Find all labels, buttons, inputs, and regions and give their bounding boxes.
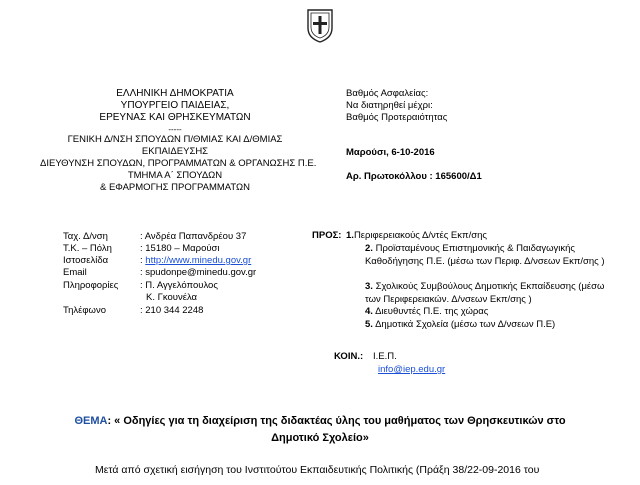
contact-website (140, 255, 251, 266)
body-paragraph: Μετά από σχετική εισήγηση του Ινστιτούτου Εκπαιδευτικής Πολιτικής (Πράξη 38/22-09-2016 του (95, 464, 540, 476)
recipient-text: Περιφερειακούς Δ/ντές Εκπ/σης (353, 230, 487, 241)
contact-label-postcode: Τ.Κ. – Πόλη (63, 243, 112, 254)
recipient-text: Δημοτικά Σχολεία (μέσω των Δ/νσεων Π.Ε) (375, 319, 556, 330)
header-ministry: ΥΠΟΥΡΓΕΙΟ ΠΑΙΔΕΙΑΣ, (120, 100, 230, 111)
contact-info-person-1: : Π. Αγγελόπουλος (140, 280, 218, 291)
header-separator: ----- (168, 125, 182, 134)
contact-label-email: Email (63, 267, 87, 278)
recipient-number: 3. (365, 281, 373, 292)
recipient-number: 5. (365, 319, 373, 330)
contact-phone: : 210 344 2248 (140, 305, 204, 316)
place-date: Μαρούσι, 6-10-2016 (346, 147, 435, 158)
recipient-item (365, 243, 620, 268)
recipient-item (365, 306, 488, 319)
subject-label: ΘΕΜΑ (74, 415, 108, 427)
recipient-text: Προϊσταμένους Επιστημονικής & Παιδαγωγικής Καθοδήγησης Π.Ε. (μέσω των Περιφ. Δ/νσεων Εκπ/σης ) (365, 243, 605, 267)
recipient-number: 4. (365, 306, 373, 317)
protocol-number: Αρ. Πρωτοκόλλου : 165600/Δ1 (346, 171, 482, 182)
website-prefix: : (140, 255, 146, 266)
subject-line-2: Δημοτικό Σχολείο» (271, 432, 369, 444)
recipient-text: Διευθυντές Π.Ε. της χώρας (375, 306, 489, 317)
recipients-to-label: ΠΡΟΣ: (312, 230, 342, 241)
recipient-text: Σχολικούς Συμβούλους Δημοτικής Εκπαίδευσης (μέσω των Περιφερειακών. Δ/νσεων Εκπ/σης ) (365, 281, 605, 305)
contact-address: : Ανδρέα Παπανδρέου 37 (140, 231, 247, 242)
header-department-2: & ΕΦΑΡΜΟΓΗΣ ΠΡΟΓΡΑΜΜΑΤΩΝ (99, 182, 251, 193)
recipient-item (365, 281, 620, 306)
subject-text: : « Οδηγίες για τη διαχείριση της διδακτέας ύλης του μαθήματος των Θρησκευτικών στο (107, 415, 566, 427)
contact-label-info: Πληροφορίες (63, 280, 119, 291)
header-general-directorate-2: ΕΚΠΑΙΔΕΥΣΗΣ (141, 146, 209, 157)
recipient-item (365, 319, 555, 332)
retain-until: Να διατηρηθεί μέχρι: (346, 100, 433, 111)
priority-level: Βαθμός Προτεραιότητας (346, 112, 448, 123)
contact-label-website: Ιστοσελίδα (63, 255, 109, 266)
contact-label-phone: Τηλέφωνο (63, 305, 106, 316)
recipient-number: 2. (365, 243, 373, 254)
security-level: Βαθμός Ασφαλείας: (346, 88, 429, 99)
contact-email: : spudonpe@minedu.gov.gr (140, 267, 257, 278)
recipient-number: 1. (346, 230, 354, 241)
greek-emblem-icon (305, 8, 335, 43)
header-department: ΤΜΗΜΑ Α΄ ΣΠΟΥΔΩΝ (127, 170, 223, 181)
cc-email-link[interactable]: info@iep.edu.gr (378, 364, 446, 375)
header-general-directorate: ΓΕΝΙΚΗ Δ/ΝΣΗ ΣΠΟΥΔΩΝ Π/ΘΜΙΑΣ ΚΑΙ Δ/ΘΜΙΑΣ (67, 134, 283, 145)
cc-text: Ι.Ε.Π. (373, 351, 397, 362)
contact-postcode: : 15180 – Μαρούσι (140, 243, 220, 254)
recipient-item (346, 230, 487, 243)
cc-label: ΚΟΙΝ.: (334, 351, 364, 362)
subject-line-1 (0, 413, 640, 429)
contact-info-person-2: Κ. Γκουνέλα (146, 292, 198, 303)
contact-label-address: Ταχ. Δ/νση (63, 231, 108, 242)
website-link[interactable]: http://www.minedu.gov.gr (145, 255, 252, 266)
header-country: ΕΛΛΗΝΙΚΗ ΔΗΜΟΚΡΑΤΙΑ (116, 88, 234, 99)
header-directorate: ΔΙΕΥΘΥΝΣΗ ΣΠΟΥΔΩΝ, ΠΡΟΓΡΑΜΜΑΤΩΝ & ΟΡΓΑΝΩΣΗΣ Π.Ε. (40, 158, 317, 169)
header-ministry-2: ΕΡΕΥΝΑΣ ΚΑΙ ΘΡΗΣΚΕΥΜΑΤΩΝ (99, 112, 251, 123)
